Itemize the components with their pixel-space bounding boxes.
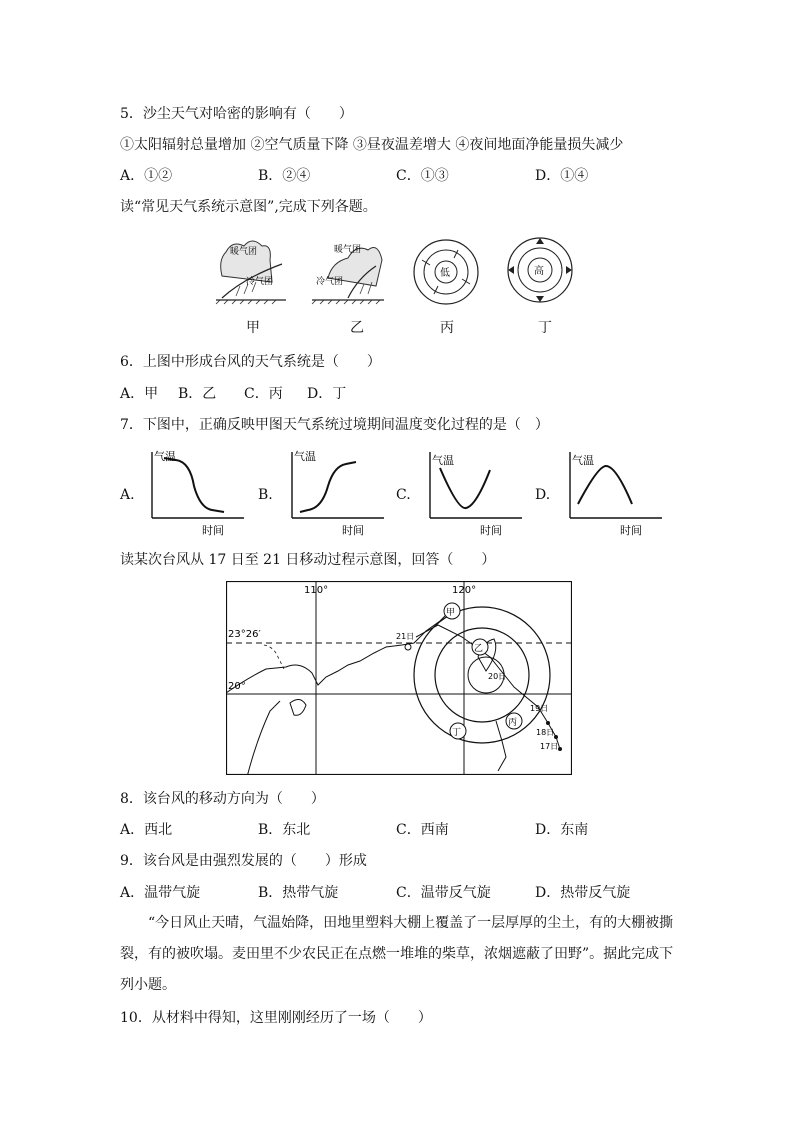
q6-option-c: C．丙: [244, 386, 283, 402]
q5-option-d: D．①④: [535, 168, 589, 184]
q9-option-c: C．温带反气旋: [396, 885, 491, 901]
cold-air-label: 冷气团: [246, 277, 274, 287]
q9-option-a: A．温带气旋: [120, 885, 201, 901]
q10-stem: 10．从材料中得知，这里刚刚经历了一场（ ）: [120, 1010, 432, 1026]
map-lat-20: 20°: [228, 681, 246, 692]
graph-d-xlabel: 时间: [620, 524, 642, 537]
q5-option-a: A．①②: [120, 168, 173, 184]
warm-air-label-2: 暖气团: [334, 245, 362, 255]
weather-systems-figure: [200, 232, 580, 312]
intro-typhoon-map: 读某次台风从 17 日至 21 日移动过程示意图，回答（ ）: [120, 552, 496, 568]
map-lon-110: 110°: [304, 585, 329, 596]
graph-c: [420, 446, 532, 538]
q9-option-b: B．热带气旋: [258, 885, 339, 901]
q7-option-d: D.: [535, 487, 551, 503]
caption-bing: 丙: [440, 320, 454, 336]
warm-front-diagram: [216, 241, 286, 304]
graph-c-xlabel: 时间: [480, 524, 502, 537]
q5-statements: ①太阳辐射总量增加 ②空气质量下降 ③昼夜温差增大 ④夜间地面净能量损失减少: [120, 137, 624, 153]
q7-option-a: A.: [120, 487, 135, 503]
map-lon-120: 120°: [452, 585, 477, 596]
low-pressure-diagram: [414, 240, 478, 304]
map-place-yi: 乙: [474, 644, 484, 654]
q7-option-c: C.: [396, 487, 411, 503]
map-day-18: 18日: [536, 728, 555, 737]
map-day-19: 19日: [530, 704, 549, 713]
map-lat-tropic: 23°26′: [228, 629, 261, 640]
caption-yi: 乙: [350, 320, 364, 336]
q6-option-d: D．丁: [307, 386, 347, 402]
graph-b-ylabel: 气温: [294, 450, 316, 463]
q9-option-d: D．热带反气旋: [535, 885, 631, 901]
q8-stem: 8．该台风的移动方向为（ ）: [120, 791, 325, 807]
graph-c-ylabel: 气温: [432, 454, 454, 467]
q5-option-b: B．②④: [258, 168, 311, 184]
q8-option-a: A．西北: [120, 822, 173, 838]
material-paragraph: [120, 908, 680, 1001]
intro-weather-systems: 读“常见天气系统示意图”,完成下列各题。: [120, 199, 377, 215]
q7-stem: 7．下图中，正确反映甲图天气系统过境期间温度变化过程的是（ ）: [120, 417, 549, 433]
caption-jia: 甲: [246, 320, 260, 336]
graph-d: [560, 446, 672, 538]
high-pressure-diagram: [508, 238, 572, 302]
q9-stem: 9．该台风是由强烈发展的（ ）形成: [120, 853, 367, 869]
graph-a-ylabel: 气温: [154, 450, 176, 463]
q7-option-b: B.: [258, 487, 273, 503]
graph-a-xlabel: 时间: [202, 524, 224, 537]
low-label: 低: [440, 268, 450, 279]
graph-b: [282, 446, 394, 538]
map-place-ding: 丁: [452, 728, 462, 738]
typhoon-map: [226, 581, 572, 775]
cold-front-diagram: [312, 243, 384, 304]
graph-b-xlabel: 时间: [342, 524, 364, 537]
warm-air-label: 暖气团: [230, 247, 258, 257]
q6-option-b: B．乙: [178, 386, 217, 402]
cold-air-label-2: 冷气团: [316, 277, 344, 287]
map-day-20: 20日: [488, 672, 507, 681]
caption-ding: 丁: [538, 320, 552, 336]
graph-a: [142, 446, 254, 538]
map-day-21: 21日: [396, 632, 415, 641]
q5-stem: 5．沙尘天气对哈密的影响有（ ）: [120, 106, 353, 122]
q8-option-b: B．东北: [258, 822, 311, 838]
q6-stem: 6．上图中形成台风的天气系统是（ ）: [120, 354, 381, 370]
high-label: 高: [534, 266, 544, 277]
graph-d-ylabel: 气温: [572, 454, 594, 467]
q6-option-a: A．甲: [120, 386, 159, 402]
map-place-bing: 丙: [508, 718, 518, 728]
map-place-jia: 甲: [446, 608, 456, 618]
q5-option-c: C．①③: [396, 168, 449, 184]
q8-option-d: D．东南: [535, 822, 589, 838]
map-day-17: 17日: [540, 742, 559, 751]
q8-option-c: C．西南: [396, 822, 449, 838]
material-text: “今日风止天晴，气温始降，田地里塑料大棚上覆盖了一层厚厚的尘土，有的大棚被撕裂，有的被吹塌。麦田里不少农民正在点燃一堆堆的柴草，浓烟遮蔽了田野”。据此完成下列小题。: [120, 915, 674, 993]
